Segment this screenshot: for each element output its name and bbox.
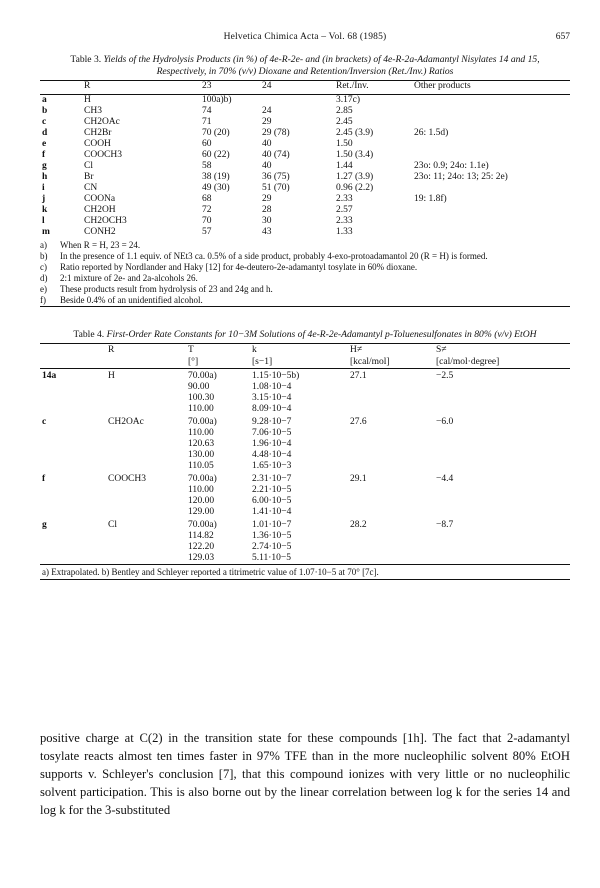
- rate-constant: 1.65·10−3: [252, 461, 292, 471]
- footnote-mark: b): [40, 251, 48, 261]
- rate-constant: 2.21·10−5: [252, 485, 292, 495]
- rate-constant: 8.09·10−4: [252, 404, 292, 414]
- table-cell: 2.33: [336, 216, 353, 226]
- table-row: [40, 227, 570, 238]
- activation-enthalpy: [348, 496, 434, 507]
- activation-entropy: −8.7: [436, 520, 454, 530]
- table-row: [40, 139, 570, 150]
- substituent: [106, 461, 186, 472]
- rate-constant: 1.41·10−4: [252, 507, 292, 517]
- compound-label: m: [42, 227, 50, 237]
- table-cell: 71: [202, 117, 212, 127]
- table-cell: 0.96 (2.2): [336, 183, 374, 193]
- temperature: 130.00: [188, 450, 215, 460]
- table3-footnotes: [40, 238, 570, 307]
- table3-body: [40, 95, 570, 239]
- compound-label: c: [42, 417, 47, 427]
- compound-label: [40, 404, 106, 415]
- table-cell: 68: [202, 194, 212, 204]
- activation-enthalpy: [348, 542, 434, 553]
- activation-enthalpy: [348, 439, 434, 450]
- activation-enthalpy: [348, 531, 434, 542]
- table-cell: COOH: [84, 139, 111, 149]
- table4-caption: [46, 329, 564, 341]
- compound-label: k: [42, 205, 48, 215]
- footnote-text: These products result from hydrolysis of 23 and 24g and h.: [60, 284, 273, 294]
- table4-unit-header: [s−1]: [252, 357, 273, 367]
- table4-column-header: k: [252, 345, 257, 355]
- table4-column-header: R: [108, 345, 115, 355]
- table3-header-row: [40, 81, 570, 95]
- table-cell: 58: [202, 161, 212, 171]
- table-cell: 57: [202, 227, 212, 237]
- table-cell: 1.27 (3.9): [336, 172, 374, 182]
- rate-constant: 2.31·10−7: [252, 474, 292, 484]
- rate-constant: 3.15·10−4: [252, 393, 292, 403]
- table-cell: CH2OAc: [84, 117, 120, 127]
- table-cell: 72: [202, 205, 212, 215]
- compound-label: [40, 485, 106, 496]
- table-row: [40, 472, 570, 485]
- activation-enthalpy: [348, 404, 434, 415]
- table-row: [40, 183, 570, 194]
- table-cell: 24: [262, 106, 272, 116]
- compound-label: [40, 553, 106, 564]
- table3-column-header: [40, 81, 82, 95]
- table-row: [40, 531, 570, 542]
- rate-constant: 1.36·10−5: [252, 531, 292, 541]
- activation-enthalpy: 29.1: [350, 474, 367, 484]
- substituent: Cl: [108, 520, 117, 530]
- rate-constant: 4.48·10−4: [252, 450, 292, 460]
- table3-label: Table 3.: [70, 54, 102, 65]
- activation-enthalpy: [348, 393, 434, 404]
- rate-constant: 1.01·10−7: [252, 520, 292, 530]
- substituent: [106, 382, 186, 393]
- table-cell: 49 (30): [202, 183, 230, 193]
- compound-label: g: [42, 161, 47, 171]
- table-cell: 29: [262, 117, 272, 127]
- table-cell: 23o: 0.9; 24o: 1.1e): [414, 161, 489, 171]
- compound-label: [40, 496, 106, 507]
- table-cell: 60 (22): [202, 150, 230, 160]
- compound-label: [40, 461, 106, 472]
- temperature: 129.00: [188, 507, 215, 517]
- table-cell: Br: [84, 172, 94, 182]
- table-cell: [412, 205, 570, 216]
- table4-header-row: [40, 344, 570, 357]
- rate-constant: 1.08·10−4: [252, 382, 292, 392]
- table-cell: 28: [262, 205, 272, 215]
- footnote: [40, 295, 570, 306]
- rate-constant: 5.11·10−5: [252, 553, 292, 563]
- footnote: [40, 262, 570, 273]
- compound-label: [40, 428, 106, 439]
- table-cell: [412, 150, 570, 161]
- table-row: [40, 369, 570, 383]
- compound-label: j: [42, 194, 46, 204]
- activation-entropy: [434, 450, 570, 461]
- table-cell: 2.45 (3.9): [336, 128, 374, 138]
- table-cell: [260, 95, 334, 107]
- table-cell: 2.85: [336, 106, 353, 116]
- footnote-text: When R = H, 23 = 24.: [60, 240, 141, 250]
- compound-label: [40, 439, 106, 450]
- temperature: 70.00a): [188, 371, 217, 381]
- substituent: COOCH3: [108, 474, 147, 484]
- table-cell: 23o: 11; 24o: 13; 25: 2e): [414, 172, 508, 182]
- activation-entropy: −4.4: [436, 474, 454, 484]
- table-row: [40, 128, 570, 139]
- table-row: [40, 450, 570, 461]
- table-cell: 29 (78): [262, 128, 290, 138]
- table-cell: [412, 117, 570, 128]
- footnote: [40, 273, 570, 284]
- activation-entropy: [434, 393, 570, 404]
- table-cell: 2.45: [336, 117, 353, 127]
- table-cell: 1.50 (3.4): [336, 150, 374, 160]
- table4-column-header: H≠: [350, 345, 363, 355]
- table-row: [40, 161, 570, 172]
- table4-units-row: [40, 356, 570, 369]
- temperature: 110.00: [188, 485, 214, 495]
- table-cell: 43: [262, 227, 272, 237]
- table3-column-header: 24: [262, 81, 272, 91]
- compound-label: [40, 393, 106, 404]
- table-cell: [412, 227, 570, 238]
- rate-constant: 2.74·10−5: [252, 542, 292, 552]
- table-row: [40, 439, 570, 450]
- substituent: [106, 507, 186, 518]
- temperature: 122.20: [188, 542, 215, 552]
- activation-entropy: [434, 439, 570, 450]
- journal-title: Helvetica Chimica Acta – Vol. 68 (1985): [223, 32, 387, 42]
- compound-label: [40, 531, 106, 542]
- activation-enthalpy: [348, 450, 434, 461]
- table3-column-header: R: [84, 81, 91, 91]
- table-row: [40, 461, 570, 472]
- table3-caption-text: Yields of the Hydrolysis Products (in %) of 4e-R-2e- and (in brackets) of 4e-R-2a-Adamantyl Nisylates 14 and 15, Respectively, in 70% (v/v) Dioxane and Retention/Inversion (Ret./Inv.) Ratios: [103, 54, 540, 77]
- temperature: 70.00a): [188, 474, 217, 484]
- activation-enthalpy: [348, 485, 434, 496]
- activation-enthalpy: 27.1: [350, 371, 367, 381]
- rate-constant: 1.96·10−4: [252, 439, 292, 449]
- table-row: [40, 518, 570, 531]
- table4-unit-header: [cal/mol·degree]: [436, 357, 500, 367]
- activation-entropy: [434, 496, 570, 507]
- activation-entropy: [434, 382, 570, 393]
- footnote-mark: f): [40, 295, 46, 305]
- activation-entropy: [434, 507, 570, 518]
- substituent: [106, 450, 186, 461]
- table-row: [40, 205, 570, 216]
- table-cell: 1.44: [336, 161, 353, 171]
- table-row: [40, 95, 570, 107]
- table3-column-header: 23: [202, 81, 212, 91]
- table-row: [40, 485, 570, 496]
- table4-unit-header: [106, 356, 186, 369]
- table3: [40, 80, 570, 238]
- compound-label: c: [42, 117, 47, 127]
- table-cell: 2.57: [336, 205, 353, 215]
- table-cell: [412, 216, 570, 227]
- table-cell: [412, 139, 570, 150]
- temperature: 120.63: [188, 439, 215, 449]
- temperature: 129.03: [188, 553, 215, 563]
- temperature: 114.82: [188, 531, 214, 541]
- table-row: [40, 404, 570, 415]
- table-row: [40, 553, 570, 564]
- substituent: [106, 439, 186, 450]
- table3-column-header: Ret./Inv.: [336, 81, 369, 91]
- table4-caption-text: First-Order Rate Constants for 10−3M Solutions of 4e-R-2e-Adamantyl p-Toluenesulfonates in 80% (v/v) EtOH: [106, 329, 537, 340]
- substituent: [106, 496, 186, 507]
- table-cell: 40: [262, 161, 272, 171]
- substituent: [106, 531, 186, 542]
- table-cell: CONH2: [84, 227, 116, 237]
- compound-label: h: [42, 172, 48, 182]
- activation-enthalpy: [348, 507, 434, 518]
- table-row: [40, 382, 570, 393]
- activation-enthalpy: [348, 553, 434, 564]
- table-cell: 51 (70): [262, 183, 290, 193]
- footnote-text: In the presence of 1.1 equiv. of NEt3 ca. 0.5% of a side product, probably 4-exo-protoadamantol 20 (R = H) is formed.: [60, 251, 488, 261]
- compound-label: b: [42, 106, 48, 116]
- page-number: 657: [555, 32, 570, 42]
- table-row: [40, 194, 570, 205]
- page: [40, 32, 570, 580]
- footnote-mark: e): [40, 284, 47, 294]
- footnote-mark: c): [40, 262, 47, 272]
- table-row: [40, 393, 570, 404]
- table-cell: 60: [202, 139, 212, 149]
- table-row: [40, 428, 570, 439]
- table4-unit-header: [40, 356, 106, 369]
- table4-body: [40, 369, 570, 565]
- table-cell: 19: 1.8f): [414, 194, 447, 204]
- table-cell: 30: [262, 216, 272, 226]
- activation-entropy: [434, 542, 570, 553]
- table-row: [40, 415, 570, 428]
- footnote-text: Ratio reported by Nordlander and Haky [12] for 4e-deutero-2e-adamantyl tosylate in 60% dioxane.: [60, 262, 418, 272]
- temperature: 100.30: [188, 393, 215, 403]
- table-cell: COOCH3: [84, 150, 123, 160]
- table3-caption: [46, 54, 564, 78]
- table4-label: Table 4.: [73, 329, 105, 340]
- running-head: [40, 32, 570, 46]
- footnote-mark: a): [40, 240, 47, 250]
- temperature: 90.00: [188, 382, 210, 392]
- table-cell: 1.33: [336, 227, 353, 237]
- activation-entropy: [434, 404, 570, 415]
- table-row: [40, 496, 570, 507]
- substituent: [106, 428, 186, 439]
- rate-constant: 7.06·10−5: [252, 428, 292, 438]
- table-cell: Cl: [84, 161, 93, 171]
- compound-label: l: [42, 216, 45, 226]
- table-cell: CH3: [84, 106, 102, 116]
- temperature: 120.00: [188, 496, 215, 506]
- compound-label: i: [42, 183, 45, 193]
- table4-footnote: a) Extrapolated. b) Bentley and Schleyer reported a titrimetric value of 1.07·10−5 at 70° [7c].: [40, 564, 570, 580]
- compound-label: [40, 382, 106, 393]
- substituent: [106, 393, 186, 404]
- table-cell: 2.33: [336, 194, 353, 204]
- table-row: [40, 507, 570, 518]
- rate-constant: 6.00·10−5: [252, 496, 292, 506]
- table4-column-header: T: [188, 345, 194, 355]
- temperature: 70.00a): [188, 520, 217, 530]
- table-cell: 70 (20): [202, 128, 230, 138]
- table-cell: CH2OH: [84, 205, 116, 215]
- table4-unit-header: [°]: [188, 357, 199, 367]
- table-cell: 38 (19): [202, 172, 230, 182]
- activation-entropy: [434, 531, 570, 542]
- rate-constant: 9.28·10−7: [252, 417, 292, 427]
- activation-enthalpy: [348, 461, 434, 472]
- temperature: 70.00a): [188, 417, 217, 427]
- table-cell: 40: [262, 139, 272, 149]
- table-cell: COONa: [84, 194, 116, 204]
- activation-enthalpy: [348, 382, 434, 393]
- compound-label: g: [42, 520, 47, 530]
- activation-entropy: [434, 485, 570, 496]
- compound-label: [40, 507, 106, 518]
- compound-label: f: [42, 150, 46, 160]
- table-cell: 40 (74): [262, 150, 290, 160]
- body-paragraph: positive charge at C(2) in the transition state for these compounds [1h]. The fact that 2-adamantyl tosylate reacts almost ten times faster in 97% TFE than in the more nucleophilic solvent 80% EtOH supports v. Schleyer's conclusion [7], that this compound ionizes with very little or no nucleophilic solvent participation. This is also borne out by the linear correlation between log k for the series 14 and log k for the 3-substituted: [40, 730, 570, 818]
- compound-label: [40, 542, 106, 553]
- compound-label: [40, 450, 106, 461]
- activation-entropy: [434, 461, 570, 472]
- footnote: [40, 251, 570, 262]
- table-cell: [412, 95, 570, 107]
- footnote-text: 2:1 mixture of 2e- and 2a-alcohols 26.: [60, 273, 198, 283]
- table-cell: CH2Br: [84, 128, 112, 138]
- footnote: [40, 240, 570, 251]
- temperature: 110.05: [188, 461, 214, 471]
- table4-unit-header: [kcal/mol]: [350, 357, 390, 367]
- table-row: [40, 542, 570, 553]
- substituent: [106, 542, 186, 553]
- temperature: 110.00: [188, 428, 214, 438]
- table4: [40, 343, 570, 564]
- table-row: [40, 106, 570, 117]
- table-cell: 26: 1.5d): [414, 128, 449, 138]
- substituent: CH2OAc: [108, 417, 144, 427]
- table-row: [40, 150, 570, 161]
- table3-column-header: Other products: [414, 81, 471, 91]
- table-cell: 3.17c): [336, 95, 361, 105]
- table-cell: 74: [202, 106, 212, 116]
- table-cell: 1.50: [336, 139, 353, 149]
- footnote-mark: d): [40, 273, 48, 283]
- activation-entropy: −2.5: [436, 371, 454, 381]
- table-cell: [412, 106, 570, 117]
- table-cell: [412, 183, 570, 194]
- activation-entropy: [434, 553, 570, 564]
- activation-enthalpy: 28.2: [350, 520, 367, 530]
- table-cell: 29: [262, 194, 272, 204]
- substituent: [106, 485, 186, 496]
- table4-column-header: [40, 344, 106, 357]
- compound-label: e: [42, 139, 47, 149]
- activation-enthalpy: 27.6: [350, 417, 367, 427]
- table-row: [40, 216, 570, 227]
- compound-label: f: [42, 474, 46, 484]
- table4-column-header: S≠: [436, 345, 447, 355]
- table-row: [40, 172, 570, 183]
- compound-label: d: [42, 128, 48, 138]
- table-cell: H: [84, 95, 91, 105]
- substituent: [106, 404, 186, 415]
- table-row: [40, 117, 570, 128]
- activation-enthalpy: [348, 428, 434, 439]
- activation-entropy: −6.0: [436, 417, 454, 427]
- table-cell: 100a)b): [202, 95, 232, 105]
- table-cell: CH2OCH3: [84, 216, 127, 226]
- table-cell: 36 (75): [262, 172, 290, 182]
- table-cell: CN: [84, 183, 98, 193]
- substituent: [106, 553, 186, 564]
- footnote: [40, 284, 570, 295]
- footnote-text: Beside 0.4% of an unidentified alcohol.: [60, 295, 203, 305]
- substituent: H: [108, 371, 115, 381]
- rate-constant: 1.15·10−5b): [252, 371, 300, 381]
- compound-label: a: [42, 95, 47, 105]
- temperature: 110.00: [188, 404, 214, 414]
- activation-entropy: [434, 428, 570, 439]
- compound-label: 14a: [42, 371, 57, 381]
- table-cell: 70: [202, 216, 212, 226]
